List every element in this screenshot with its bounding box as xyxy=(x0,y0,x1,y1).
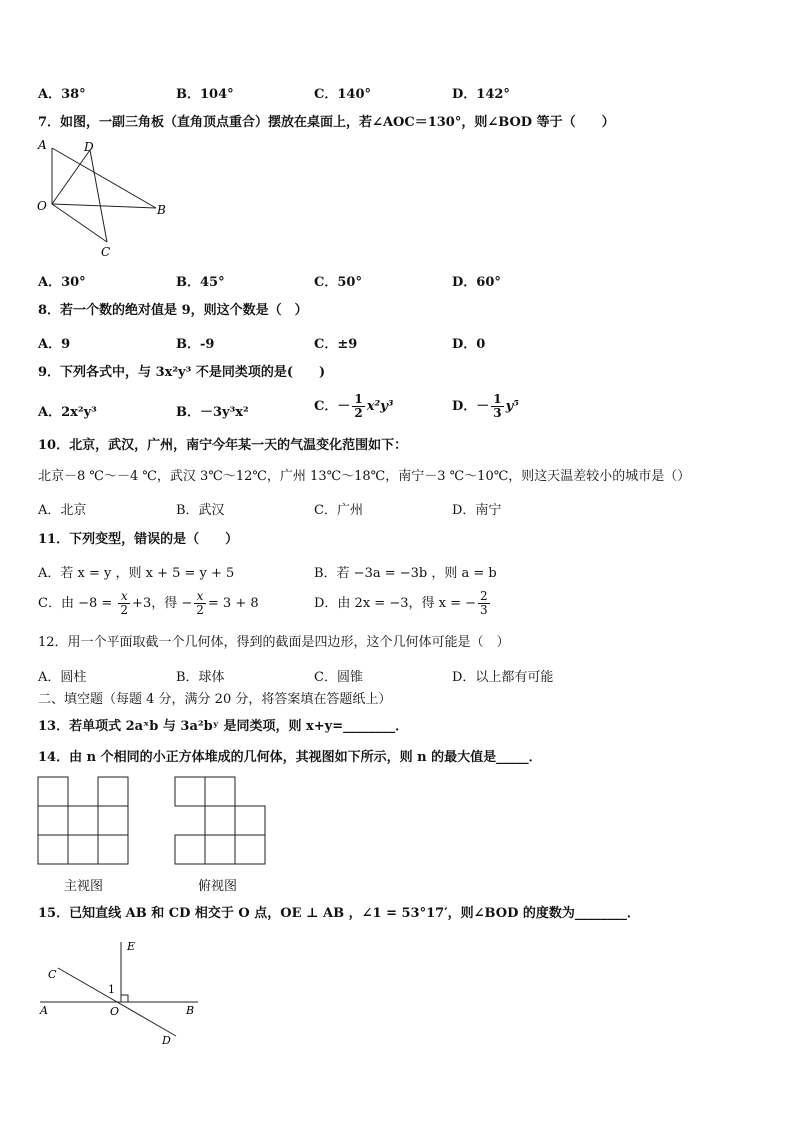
q15-label-e: E xyxy=(127,940,136,953)
q15-label-o: O xyxy=(110,1005,120,1018)
q8-option-b: B．-9 xyxy=(176,337,215,352)
q7-triangle-figure xyxy=(34,138,174,262)
q7-label-b: B xyxy=(157,203,166,217)
q11-option-d: D．由 2x = −3，得 x = − $\frac{2}{3}$ xyxy=(314,589,488,617)
q15-label-d: D xyxy=(162,1034,171,1047)
q8-option-c: C．±9 xyxy=(314,337,358,352)
q11-option-a: A．若 x = y ，则 x + 5 = y + 5 xyxy=(38,566,235,581)
q6-option-b: B．104° xyxy=(176,87,234,102)
q7-stem: 7．如图，一副三角板（直角顶点重合）摆放在桌面上，若∠AOC＝130°，则∠BOD 等于（ ） xyxy=(38,115,615,130)
q12-option-b: B．球体 xyxy=(176,670,225,685)
q14-front-view xyxy=(37,776,129,866)
q9-d-fraction: $\frac{1}{3}$ xyxy=(493,392,502,420)
q15-label-b: B xyxy=(186,1004,195,1017)
q7-label-c: C xyxy=(101,245,111,259)
q15-label-c: C xyxy=(48,968,57,981)
q14-top-view-caption: 俯视图 xyxy=(198,879,238,894)
q6-option-d: D．142° xyxy=(452,87,510,102)
q8-option-a: A．9 xyxy=(38,337,71,352)
q10-option-b: B．武汉 xyxy=(176,503,225,518)
q10-stem: 10．北京，武汉，广州，南宁今年某一天的气温变化范围如下： xyxy=(38,438,408,453)
q9-c-fraction: $\frac{1}{2}$ xyxy=(354,392,363,420)
q10-option-c: C．广州 xyxy=(314,503,363,518)
q8-stem: 8．若一个数的绝对值是 9，则这个数是（ ） xyxy=(38,303,308,318)
q9-option-a: A．2x²y³ xyxy=(38,405,97,420)
q7-label-o: O xyxy=(37,199,47,213)
q13-stem: 13．若单项式 2aˣb 与 3a²bʸ 是同类项，则 x+y=________． xyxy=(38,719,409,734)
q10-option-d: D．南宁 xyxy=(452,503,502,518)
q7-option-c: C．50° xyxy=(314,275,362,290)
q11-option-b: B．若 −3a = −3b ，则 a = b xyxy=(314,566,497,581)
q12-option-c: C．圆锥 xyxy=(314,670,363,685)
q7-option-d: D．60° xyxy=(452,275,501,290)
q9-option-d: D．－ $\frac{1}{3}$ y⁵ xyxy=(452,392,519,420)
q15-label-a: A xyxy=(40,1004,48,1017)
q10-option-a: A．北京 xyxy=(38,503,87,518)
q14-stem: 14．由 n 个相同的小正方体堆成的几何体，其视图如下所示，则 n 的最大值是_____． xyxy=(38,750,542,765)
q6-option-c: C．140° xyxy=(314,87,371,102)
q9-option-b: B．－3y³x² xyxy=(176,405,249,420)
q12-option-a: A．圆柱 xyxy=(38,670,87,685)
q9-option-c: C．－ $\frac{1}{2}$ x²y³ xyxy=(314,392,394,420)
q7-label-a: A xyxy=(38,138,47,152)
q7-option-b: B．45° xyxy=(176,275,225,290)
q12-stem: 12．用一个平面取截一个几何体，得到的截面是四边形，这个几何体可能是（ ） xyxy=(38,635,510,650)
q11-option-c: C．由 −8 = $\frac{x}{2}$ +3，得 − $\frac{x}{2}$ = 3 + 8 xyxy=(38,589,259,617)
q10-detail: 北京－8 ℃～－4 ℃，武汉 3℃～12℃，广州 13℃～18℃，南宁－3 ℃～10℃，则这天温差较小的城市是（） xyxy=(38,469,691,484)
q11-stem: 11．下列变型，错误的是（ ） xyxy=(38,532,239,547)
q12-option-d: D．以上都有可能 xyxy=(452,670,554,685)
q14-front-view-caption: 主视图 xyxy=(64,879,104,894)
q6-option-a: A．38° xyxy=(38,87,86,102)
q15-angle-1-label: 1 xyxy=(108,983,115,996)
q9-stem: 9．下列各式中，与 3x²y³ 不是同类项的是( ) xyxy=(38,365,326,380)
q15-lines-figure xyxy=(34,936,214,1048)
q8-option-d: D．0 xyxy=(452,337,486,352)
q7-option-a: A．30° xyxy=(38,275,86,290)
q7-label-d: D xyxy=(84,140,94,154)
section-2-heading: 二、填空题（每题 4 分，满分 20 分，将答案填在答题纸上） xyxy=(38,692,392,707)
q14-top-view xyxy=(174,776,266,866)
q15-stem: 15．已知直线 AB 和 CD 相交于 O 点，OE ⊥ AB ，∠1 = 53°17′，则∠BOD 的度数为________． xyxy=(38,906,640,921)
